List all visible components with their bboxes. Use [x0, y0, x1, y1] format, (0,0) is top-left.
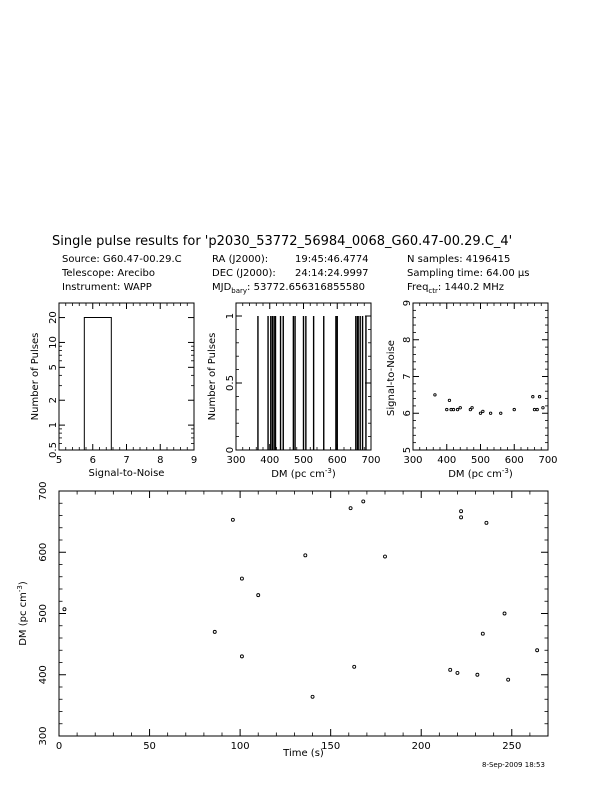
scatter-point	[460, 516, 463, 519]
x-axis-label: Signal-to-Noise	[88, 468, 165, 479]
header-sampling-time: Sampling time: 64.00 µs	[407, 268, 530, 279]
header-freq-label: Freq	[407, 282, 429, 293]
footer-date: 8-Sep-2009 18:53	[482, 761, 545, 769]
y-tick-label: 700	[38, 481, 49, 501]
scatter-point	[489, 412, 491, 414]
scatter-point	[349, 507, 352, 510]
y-tick-label: 7	[402, 373, 413, 380]
y-tick-label: 6	[402, 410, 413, 417]
scatter-point	[304, 554, 307, 557]
scatter-point	[503, 612, 506, 615]
scatter-point	[536, 408, 538, 410]
scatter-point	[459, 407, 461, 409]
scatter-point	[231, 518, 234, 521]
header-dec-label: DEC (J2000):	[212, 268, 276, 279]
x-axis-label: Time (s)	[283, 748, 324, 759]
snr-vs-dm-panel	[386, 300, 558, 480]
header-freq	[407, 282, 504, 295]
dm-histogram-panel	[207, 303, 381, 480]
y-tick-label: 300	[38, 726, 49, 746]
scatter-point	[460, 510, 463, 513]
x-tick-label: 400	[437, 455, 457, 466]
plot-frame	[59, 303, 194, 450]
x-tick-label: 700	[538, 455, 558, 466]
y-tick-label: 20	[48, 311, 59, 324]
y-axis-label: Signal-to-Noise	[386, 340, 397, 416]
y-tick-label: 8	[402, 336, 413, 343]
scatter-point	[240, 655, 243, 658]
header-mjd-sub: bary	[231, 287, 248, 295]
scatter-point	[482, 410, 484, 412]
header-telescope: Telescope: Arecibo	[62, 268, 155, 279]
x-tick-label: 100	[230, 741, 250, 752]
header-freq-sub: ctr	[428, 287, 438, 295]
scatter-point	[213, 630, 216, 633]
scatter-point	[533, 408, 535, 410]
y-tick-label: 5	[402, 446, 413, 454]
scatter-point	[500, 412, 502, 414]
x-tick-label: 300	[403, 455, 423, 466]
scatter-point	[456, 408, 458, 410]
y-tick-label: 1	[225, 312, 236, 320]
y-axis-label: Number of Pulses	[30, 332, 41, 421]
x-tick-label: 600	[327, 455, 347, 466]
x-tick-label: 9	[190, 455, 198, 466]
scatter-point	[452, 408, 454, 410]
y-tick-label: 1	[48, 421, 59, 429]
scatter-point	[479, 412, 481, 414]
x-tick-label: 8	[157, 455, 164, 466]
x-tick-label: 6	[89, 455, 96, 466]
x-tick-label: 500	[470, 455, 491, 466]
x-axis-label: DM (pc $cm^{-3}$)	[448, 467, 513, 480]
figure-title: Single pulse results for 'p2030_53772_56984_0068_G60.47-00.29.C_4'	[52, 234, 513, 249]
scatter-point	[485, 521, 488, 524]
scatter-point	[448, 399, 450, 401]
scatter-point	[362, 500, 365, 503]
y-axis-label: Number of Pulses	[207, 332, 218, 421]
scatter-point	[240, 577, 243, 580]
header-mjd-value: : 53772.656316855580	[247, 282, 365, 293]
scatter-point	[311, 695, 314, 698]
scatter-point	[434, 394, 436, 396]
header-nsamples: N samples: 4196415	[407, 254, 511, 265]
header-source: Source: G60.47-00.29.C	[62, 254, 182, 265]
scatter-point	[538, 396, 540, 398]
x-tick-label: 5	[55, 455, 63, 466]
x-tick-label: 500	[293, 455, 314, 466]
header-freq-value: : 1440.2 MHz	[437, 282, 505, 293]
scatter-point	[513, 408, 515, 410]
header-mjd-label: MJD	[212, 282, 232, 293]
scatter-point	[476, 673, 479, 676]
scatter-point	[456, 671, 459, 674]
y-axis-label: DM (pc $cm^{-3}$)	[16, 581, 29, 646]
x-tick-label: 7	[123, 455, 130, 466]
x-tick-label: 700	[361, 455, 381, 466]
x-tick-label: 250	[502, 741, 522, 752]
x-tick-label: 300	[226, 455, 246, 466]
x-tick-label: 400	[260, 455, 280, 466]
snr-histogram-panel	[30, 303, 197, 479]
header-instrument: Instrument: WAPP	[62, 282, 152, 293]
x-tick-label: 150	[321, 741, 341, 752]
plot-frame	[413, 303, 548, 450]
y-tick-label: 500	[38, 603, 49, 624]
dm-vs-time-panel	[16, 481, 548, 759]
scatter-point	[507, 678, 510, 681]
header-ra-label: RA (J2000):	[212, 254, 269, 265]
y-tick-label: 0.5	[225, 375, 236, 391]
x-axis-label: DM (pc $cm^{-3}$)	[271, 467, 336, 480]
scatter-point	[63, 608, 66, 611]
scatter-point	[536, 649, 539, 652]
y-tick-label: 10	[48, 336, 59, 349]
histogram-bar	[84, 318, 111, 450]
scatter-point	[532, 396, 534, 398]
plot-frame	[59, 491, 548, 736]
header-ra-value: 19:45:46.4774	[295, 254, 369, 265]
y-tick-label: 5	[48, 364, 59, 371]
header-mjd	[212, 282, 365, 295]
x-tick-label: 50	[143, 741, 156, 752]
scatter-point	[542, 407, 544, 409]
scatter-point	[449, 668, 452, 671]
scatter-point	[446, 408, 448, 410]
scatter-point	[384, 555, 387, 558]
y-tick-label: 600	[38, 542, 49, 562]
y-tick-label: 9	[402, 299, 413, 307]
x-tick-label: 600	[504, 455, 524, 466]
scatter-point	[257, 594, 260, 597]
scatter-point	[481, 632, 484, 635]
y-tick-label: 400	[38, 665, 49, 685]
y-tick-label: 0.5	[48, 442, 59, 458]
x-tick-label: 0	[55, 741, 63, 752]
scatter-point	[353, 665, 356, 668]
y-tick-label: 0	[225, 446, 236, 454]
header-dec-value: 24:14:24.9997	[295, 268, 369, 279]
scatter-point	[471, 407, 473, 409]
y-tick-label: 2	[48, 397, 59, 404]
x-tick-label: 200	[411, 741, 431, 752]
